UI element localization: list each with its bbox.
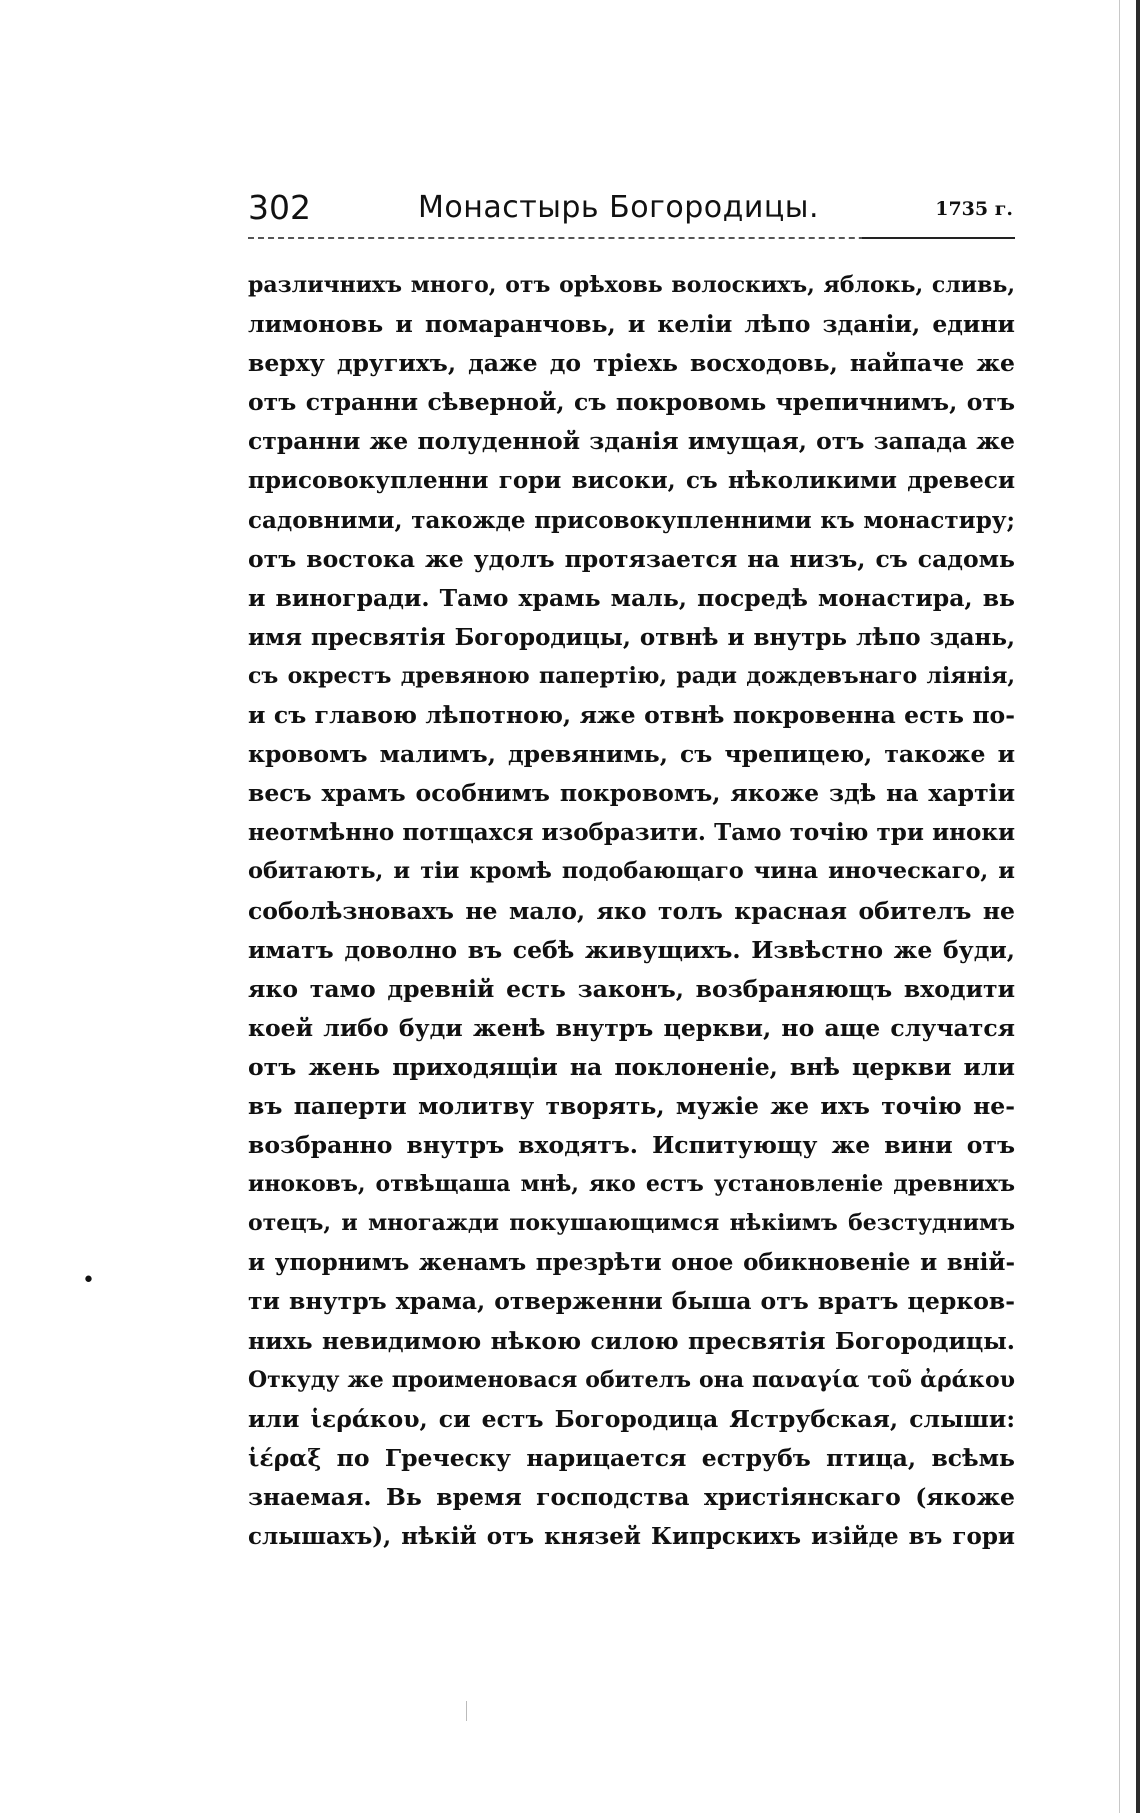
text-line: ти внутръ храма, отверженни быша отъ вратъ церков-	[248, 1287, 1015, 1316]
text-line: странни же полуденной зданія имущая, отъ запада же	[248, 427, 1015, 456]
header-rule-segment	[862, 237, 1015, 239]
text-line: и съ главою лѣпотною, яже отвнѣ покровенна есть по-	[248, 701, 1015, 730]
text-line: Откуду же проименовася обителъ она παναγία τοῦ ἀράκου	[248, 1366, 1015, 1393]
scan-edge	[1136, 0, 1140, 1813]
page-header	[248, 188, 1015, 234]
text-line: слышахъ), нѣкій отъ князей Кипрскихъ изійде въ гори	[248, 1523, 1015, 1550]
text-line: обитають, и тіи кромѣ подобающаго чина иноческаго, и	[248, 858, 1015, 885]
text-line: лимоновь и помаранчовь, и келіи лѣпо зданіи, едини	[248, 310, 1015, 339]
text-line: нихь невидимою нѣкою силою пресвятія Богородицы.	[248, 1326, 1015, 1355]
text-line: соболѣзновахъ не мало, яко толъ красная обителъ не	[248, 896, 1015, 925]
text-line: присовокупленни гори високи, съ нѣколикими древеси	[248, 467, 1015, 495]
text-line: возбранно внутръ входятъ. Испитующу же вини отъ	[248, 1131, 1015, 1160]
text-line: верху другихъ, даже до тріехь восходовь, найпаче же	[248, 349, 1015, 378]
text-line: отъ востока же удолъ протязается на низъ, съ садомь	[248, 544, 1015, 573]
running-title: Монастырь Богородицы.	[418, 190, 819, 225]
text-line: и виногради. Тамо храмь маль, посредѣ монастира, вь	[248, 583, 1015, 612]
text-line: садовними, такожде присовокупленними къ монастиру;	[248, 506, 1015, 534]
scan-edge-line	[1119, 0, 1120, 1813]
text-line: отъ жень приходящіи на поклоненіе, внѣ церкви или	[248, 1052, 1015, 1081]
margin-mark: •	[82, 1268, 95, 1293]
text-line: въ паперти молитву творять, мужіе же ихъ точію не-	[248, 1091, 1015, 1120]
text-line: отъ странни сѣверной, съ покровомь чрепичнимъ, отъ	[248, 388, 1015, 417]
text-line: отецъ, и многажди покушающимся нѣкіимъ безстуднимъ	[248, 1210, 1015, 1237]
text-line: иноковъ, отвѣщаша мнѣ, яко естъ установленіе древнихъ	[248, 1171, 1015, 1198]
text-line: иматъ доволно въ себѣ живущихъ. Извѣстно же буди,	[248, 935, 1015, 964]
text-line: или ἱεράκου, си естъ Богородица Яструбская, слыши:	[248, 1404, 1015, 1433]
text-line: весъ храмъ особнимъ покровомъ, якоже здѣ на хартіи	[248, 779, 1015, 808]
header-year: 1735 г.	[935, 198, 1013, 220]
body-text	[248, 266, 1015, 1556]
text-line: кровомъ малимъ, древянимь, съ чрепицею, такоже и	[248, 740, 1015, 769]
text-line: и упорнимъ женамъ презрѣти оное обикновеніе и внiй-	[248, 1249, 1015, 1277]
text-line: коей либо буди женѣ внутръ церкви, но аще случатся	[248, 1013, 1015, 1042]
text-line: яко тамо древній есть законъ, возбраняющъ входити	[248, 974, 1015, 1003]
text-line: ἱέραξ по Гречеcку нарицается еструбъ птица, всѣмь	[248, 1443, 1015, 1472]
scan-smudge	[466, 1701, 467, 1721]
text-line: неотмѣнно потщахся изобразити. Тамо точію три иноки	[248, 819, 1015, 847]
text-line: различнихъ много, отъ орѣховь волоскихъ, яблокь, сливь,	[248, 272, 1015, 298]
text-line: съ окрестъ древяною папертію, ради дождевънаго ліянія,	[248, 662, 1015, 689]
text-line: имя пресвятія Богородицы, отвнѣ и внутрь лѣпо здань,	[248, 623, 1015, 651]
text-line: знаемая. Вь время господства христіянскаго (якоже	[248, 1482, 1015, 1511]
page-number: 302	[248, 188, 311, 227]
